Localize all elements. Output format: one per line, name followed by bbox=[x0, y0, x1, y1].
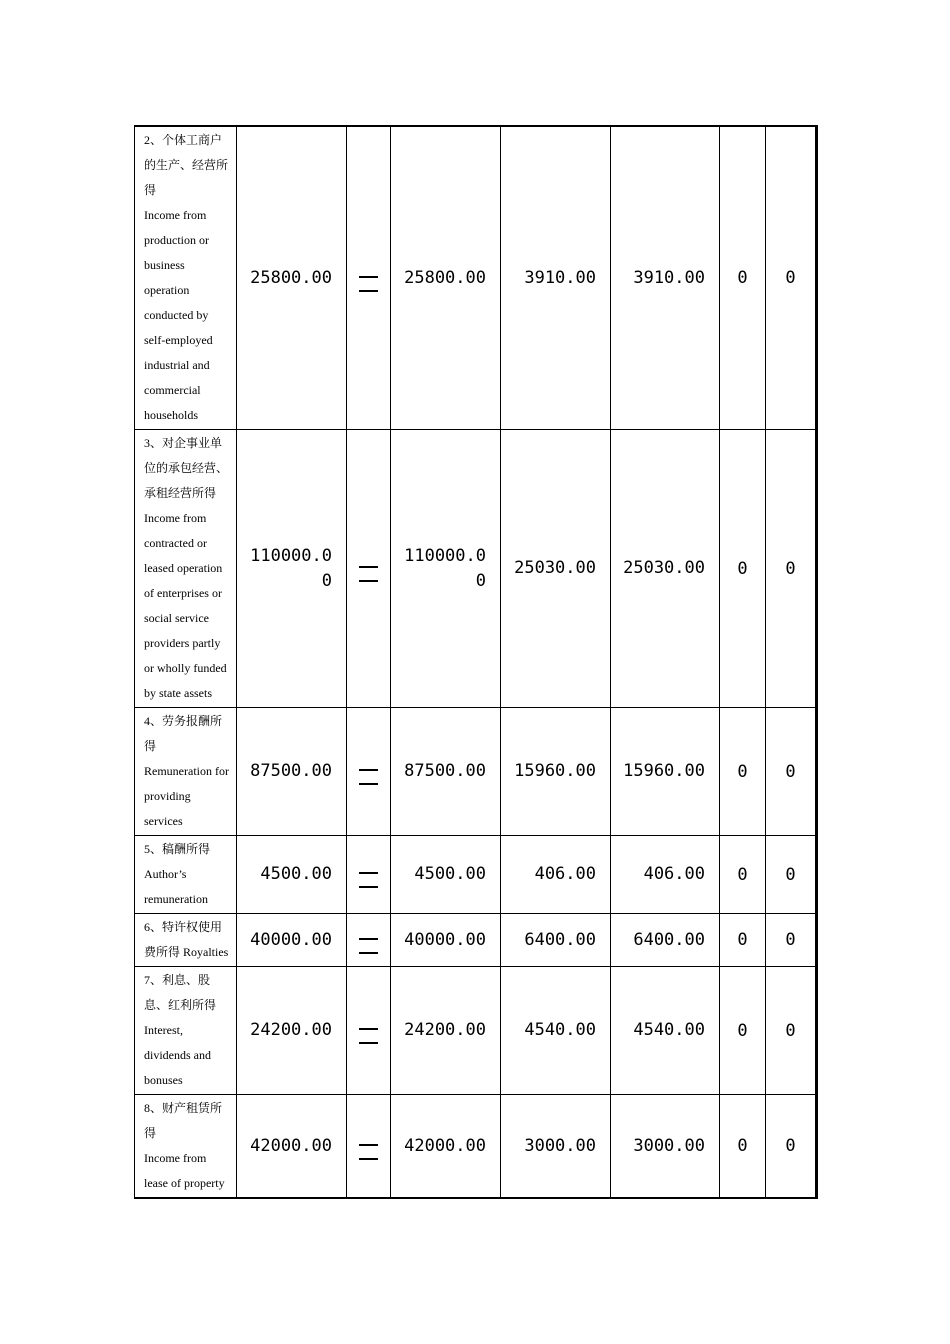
category-name-cn: 8、财产租赁所得 bbox=[144, 1101, 223, 1140]
table-row bbox=[135, 914, 817, 967]
amount-cell: 3000.00 bbox=[501, 1095, 611, 1199]
amount-cell: 25030.00 bbox=[501, 430, 611, 708]
amount-cell: 87500.00 bbox=[237, 708, 347, 836]
amount-cell: 4540.00 bbox=[611, 967, 720, 1095]
dash-mark bbox=[359, 276, 378, 292]
category-name-cn: 3、对企事业单位的承包经营、承租经营所得 bbox=[144, 436, 229, 500]
amount-cell: 0 bbox=[766, 836, 817, 914]
category-name-en: Income from contracted or leased operation of enterprises or social service providers partly or wholly funded by state assets bbox=[144, 511, 227, 700]
table-row bbox=[135, 1095, 817, 1199]
dash-mark bbox=[359, 769, 378, 785]
amount-cell: 0 bbox=[766, 708, 817, 836]
amount-cell: 406.00 bbox=[501, 836, 611, 914]
amount-cell: 0 bbox=[720, 967, 766, 1095]
amount-cell: 4500.00 bbox=[391, 836, 501, 914]
dash-mark bbox=[359, 938, 378, 954]
income-category-label bbox=[135, 1095, 237, 1199]
amount-cell: 0 bbox=[720, 126, 766, 430]
dash-cell bbox=[347, 836, 391, 914]
amount-cell: 4540.00 bbox=[501, 967, 611, 1095]
amount-cell: 3000.00 bbox=[611, 1095, 720, 1199]
amount-cell: 4500.00 bbox=[237, 836, 347, 914]
income-category-label bbox=[135, 967, 237, 1095]
category-name-cn: 7、利息、股息、红利所得 bbox=[144, 973, 217, 1012]
table-row bbox=[135, 708, 817, 836]
amount-cell: 406.00 bbox=[611, 836, 720, 914]
income-category-label bbox=[135, 708, 237, 836]
amount-cell: 25800.00 bbox=[391, 126, 501, 430]
amount-cell: 24200.00 bbox=[391, 967, 501, 1095]
dash-cell bbox=[347, 708, 391, 836]
amount-cell: 25030.00 bbox=[611, 430, 720, 708]
amount-cell: 0 bbox=[766, 430, 817, 708]
amount-cell: 3910.00 bbox=[501, 126, 611, 430]
category-name-en: Income from lease of property bbox=[144, 1151, 225, 1190]
amount-cell: 0 bbox=[766, 914, 817, 967]
income-category-label bbox=[135, 836, 237, 914]
amount-cell: 0 bbox=[720, 430, 766, 708]
amount-cell: 15960.00 bbox=[501, 708, 611, 836]
category-name-cn: 5、稿酬所得 bbox=[144, 842, 211, 856]
amount-cell: 0 bbox=[720, 1095, 766, 1199]
amount-cell: 6400.00 bbox=[501, 914, 611, 967]
dash-mark bbox=[359, 872, 378, 888]
table-row bbox=[135, 126, 817, 430]
table-row bbox=[135, 430, 817, 708]
amount-cell: 0 bbox=[766, 126, 817, 430]
amount-cell: 0 bbox=[766, 1095, 817, 1199]
table-row bbox=[135, 967, 817, 1095]
dash-cell bbox=[347, 967, 391, 1095]
amount-cell: 0 bbox=[720, 914, 766, 967]
category-name-en: Interest, dividends and bonuses bbox=[144, 1023, 211, 1087]
amount-cell: 3910.00 bbox=[611, 126, 720, 430]
amount-cell: 0 bbox=[766, 967, 817, 1095]
amount-cell: 40000.00 bbox=[391, 914, 501, 967]
amount-cell: 42000.00 bbox=[391, 1095, 501, 1199]
amount-cell: 110000.00 bbox=[237, 430, 347, 708]
dash-mark bbox=[359, 1144, 378, 1160]
category-name-cn: 6、特许权使用费所得 bbox=[144, 920, 223, 959]
income-tax-table bbox=[134, 125, 818, 1199]
dash-mark bbox=[359, 1028, 378, 1044]
dash-cell bbox=[347, 1095, 391, 1199]
amount-cell: 15960.00 bbox=[611, 708, 720, 836]
income-category-label bbox=[135, 126, 237, 430]
category-name-cn: 2、个体工商户的生产、经营所得 bbox=[144, 133, 229, 197]
category-name-en: Income from production or business operation conducted by self-employed industrial and commercial households bbox=[144, 208, 213, 422]
category-name-en: Author’s remuneration bbox=[144, 867, 208, 906]
category-name-en: Royalties bbox=[183, 945, 229, 959]
category-name-en: Remuneration for providing services bbox=[144, 764, 229, 828]
amount-cell: 87500.00 bbox=[391, 708, 501, 836]
dash-cell bbox=[347, 430, 391, 708]
amount-cell: 24200.00 bbox=[237, 967, 347, 1095]
amount-cell: 0 bbox=[720, 836, 766, 914]
dash-cell bbox=[347, 126, 391, 430]
category-name-cn: 4、劳务报酬所得 bbox=[144, 714, 223, 753]
amount-cell: 25800.00 bbox=[237, 126, 347, 430]
dash-mark bbox=[359, 566, 378, 582]
amount-cell: 0 bbox=[720, 708, 766, 836]
amount-cell: 6400.00 bbox=[611, 914, 720, 967]
dash-cell bbox=[347, 914, 391, 967]
amount-cell: 110000.00 bbox=[391, 430, 501, 708]
amount-cell: 42000.00 bbox=[237, 1095, 347, 1199]
table-row bbox=[135, 836, 817, 914]
income-category-label bbox=[135, 430, 237, 708]
amount-cell: 40000.00 bbox=[237, 914, 347, 967]
income-category-label bbox=[135, 914, 237, 967]
